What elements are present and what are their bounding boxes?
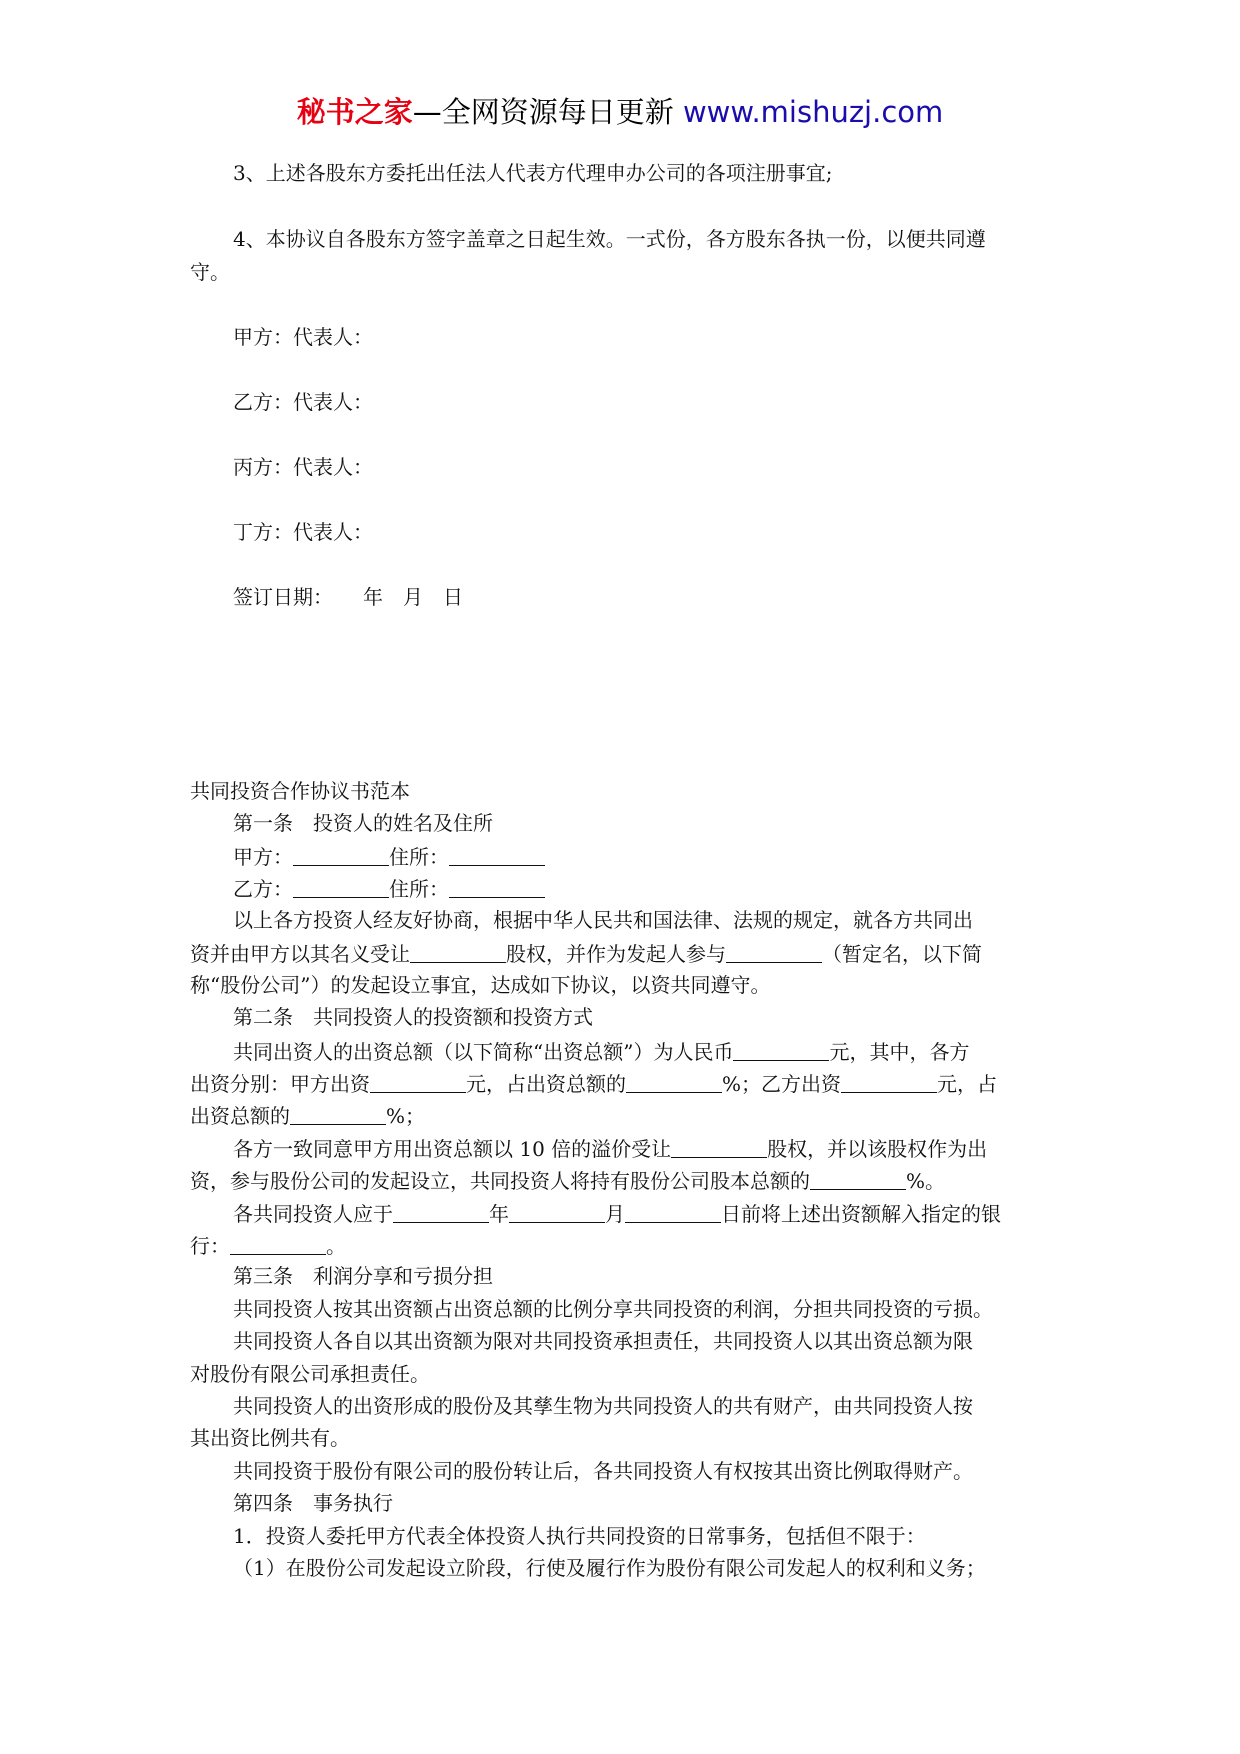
text-span: 共同出资人的出资总额（以下简称“出资总额”）为人民币 <box>233 1040 734 1064</box>
clause-4-line1: 4、本协议自各股东方签字盖章之日起生效。一式份，各方股东各执一份，以便共同遵 <box>233 227 986 251</box>
clause-3: 3、上述各股东方委托出任法人代表方代理申办公司的各项注册事宜; <box>233 161 833 185</box>
equity-target-blank[interactable] <box>410 942 506 963</box>
text-span: %； <box>386 1104 426 1128</box>
text-span: 资并由甲方以其名义受让 <box>190 942 410 966</box>
site-header <box>0 95 1240 129</box>
text-span: 行： <box>190 1234 230 1258</box>
party-b-label: 乙方： <box>233 877 293 901</box>
article-3-title: 第三条 利润分享和亏损分担 <box>233 1264 493 1288</box>
text-span: 资，参与股份公司的发起设立，共同投资人将持有股份公司股本总额的 <box>190 1169 810 1193</box>
header-url-link[interactable]: www.mishuzj.com <box>682 95 944 129</box>
party-a-address-label: 住所： <box>389 845 449 869</box>
text-span: 股权，并作为发起人参与 <box>506 942 726 966</box>
text-span: 元，占出资总额的 <box>466 1072 626 1096</box>
party-a-name-blank[interactable] <box>293 845 389 866</box>
document-title: 共同投资合作协议书范本 <box>190 779 410 803</box>
party-b-percent-blank[interactable] <box>290 1104 386 1125</box>
signature-party-a: 甲方：代表人： <box>233 325 373 349</box>
total-investment-blank[interactable] <box>733 1040 829 1061</box>
text-span: 元，其中，各方 <box>829 1040 970 1064</box>
article-1-para-line3: 称“股份公司”）的发起设立事宜，达成如下协议，以资共同遵守。 <box>190 973 771 997</box>
article-2-para2-line1 <box>233 1137 987 1159</box>
article-1-para-line2 <box>190 942 982 964</box>
article-3-para3-line2: 其出资比例共有。 <box>190 1426 350 1450</box>
article-2-title: 第二条 共同投资人的投资额和投资方式 <box>233 1005 593 1029</box>
header-brand: 秘书之家 <box>296 95 413 129</box>
article-1-title: 第一条 投资人的姓名及住所 <box>233 811 493 835</box>
party-a-address-blank[interactable] <box>449 845 545 866</box>
article-3-para2-line2: 对股份有限公司承担责任。 <box>190 1362 430 1386</box>
text-span: 年 <box>489 1202 509 1226</box>
signature-party-c: 丙方：代表人： <box>233 455 373 479</box>
month-blank[interactable] <box>509 1202 605 1223</box>
article-2-para3-line1 <box>233 1202 1001 1224</box>
article-4-title: 第四条 事务执行 <box>233 1491 393 1515</box>
article-2-line3 <box>190 1104 425 1126</box>
article-2-line1 <box>233 1040 969 1062</box>
article-3-para3-line1: 共同投资人的出资形成的股份及其孳生物为共同投资人的共有财产，由共同投资人按 <box>233 1394 973 1418</box>
article-2-para3-line2 <box>190 1234 346 1256</box>
year-blank[interactable] <box>393 1202 489 1223</box>
article-3-para2-line1: 共同投资人各自以其出资额为限对共同投资承担责任，共同投资人以其出资总额为限 <box>233 1329 973 1353</box>
text-span: %。 <box>906 1169 946 1193</box>
premium-equity-blank[interactable] <box>671 1137 767 1158</box>
article-2-line2 <box>190 1072 997 1094</box>
bank-blank[interactable] <box>230 1234 326 1255</box>
signature-party-d: 丁方：代表人： <box>233 520 373 544</box>
text-span: 出资总额的 <box>190 1104 290 1128</box>
day-blank[interactable] <box>625 1202 721 1223</box>
party-b-name-blank[interactable] <box>293 877 389 898</box>
text-span: %；乙方出资 <box>722 1072 842 1096</box>
article-3-para1: 共同投资人按其出资额占出资总额的比例分享共同投资的利润，分担共同投资的亏损。 <box>233 1297 993 1321</box>
clause-4-line2: 守。 <box>190 260 230 284</box>
text-span: 各共同投资人应于 <box>233 1202 393 1226</box>
party-b-address-label: 住所： <box>389 877 449 901</box>
party-b-address-blank[interactable] <box>449 877 545 898</box>
text-span: 元，占 <box>937 1072 998 1096</box>
article-3-para4: 共同投资于股份有限公司的股份转让后，各共同投资人有权按其出资比例取得财产。 <box>233 1459 973 1483</box>
text-span: 各方一致同意甲方用出资总额以 10 倍的溢价受让 <box>233 1137 672 1161</box>
article-4-para1: 1．投资人委托甲方代表全体投资人执行共同投资的日常事务，包括但不限于： <box>233 1524 926 1548</box>
party-a-row <box>233 845 545 867</box>
article-2-para2-line2 <box>190 1169 945 1191</box>
party-b-row <box>233 877 545 899</box>
text-span: 出资分别：甲方出资 <box>190 1072 370 1096</box>
article-1-para-line1: 以上各方投资人经友好协商，根据中华人民共和国法律、法规的规定，就各方共同出 <box>233 908 973 932</box>
party-b-investment-blank[interactable] <box>841 1072 937 1093</box>
article-4-para2: （1）在股份公司发起设立阶段，行使及履行作为股份有限公司发起人的权利和义务； <box>233 1556 986 1580</box>
text-span: （暂定名，以下简 <box>822 942 982 966</box>
text-span: 日前将上述出资额解入指定的银 <box>721 1202 1001 1226</box>
share-percent-blank[interactable] <box>810 1169 906 1190</box>
party-a-investment-blank[interactable] <box>370 1072 466 1093</box>
text-span: 。 <box>326 1234 346 1258</box>
party-a-percent-blank[interactable] <box>626 1072 722 1093</box>
company-name-blank[interactable] <box>726 942 822 963</box>
signature-party-b: 乙方：代表人： <box>233 390 373 414</box>
text-span: 股权，并以该股权作为出 <box>767 1137 988 1161</box>
party-a-label: 甲方： <box>233 845 293 869</box>
signing-date: 签订日期： 年 月 日 <box>233 585 463 609</box>
header-slogan: —全网资源每日更新 <box>412 95 674 129</box>
text-span: 月 <box>605 1202 625 1226</box>
